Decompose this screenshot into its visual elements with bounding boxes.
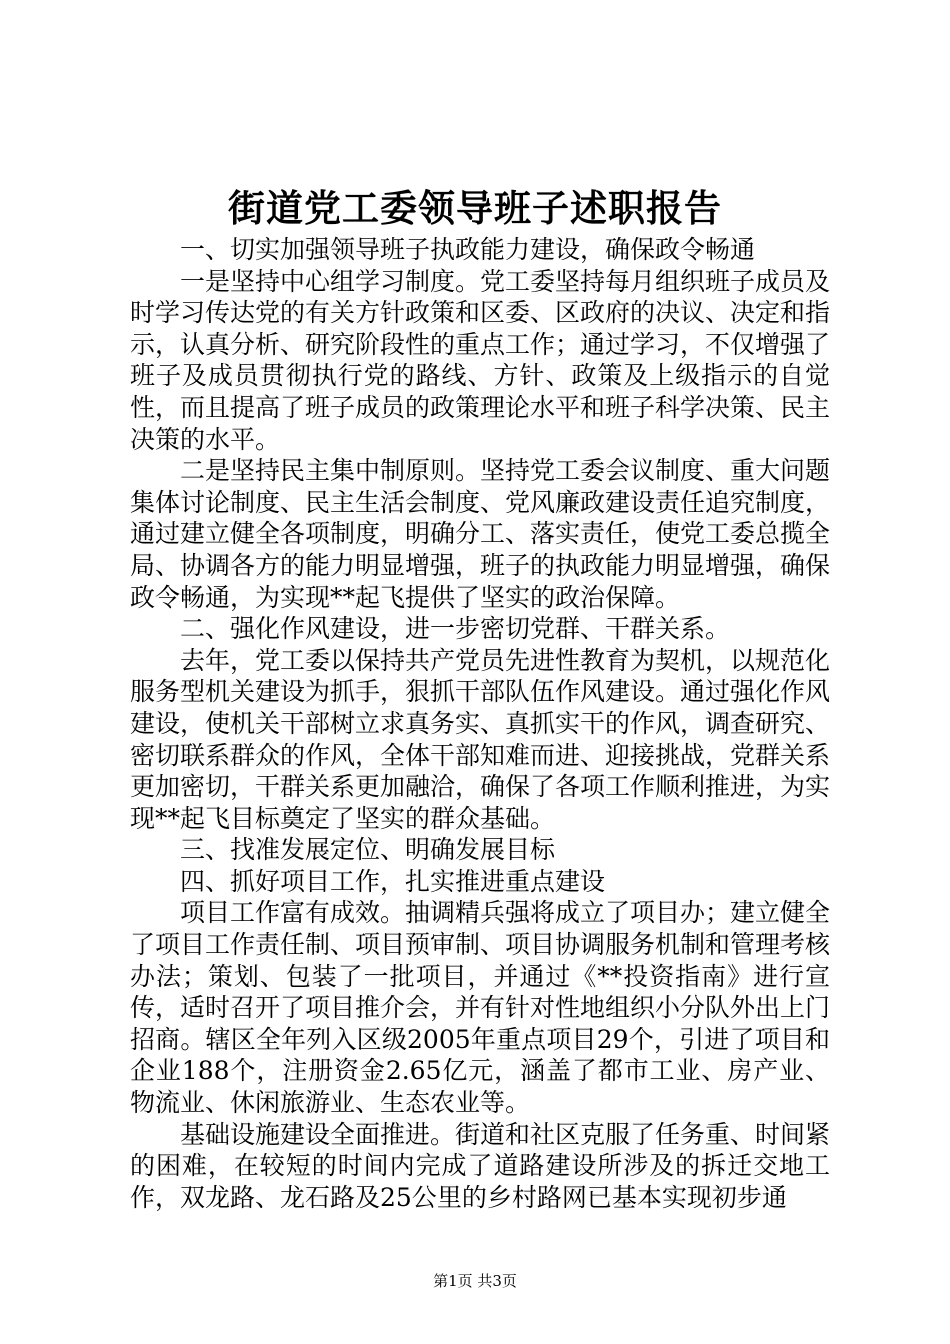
- section-heading-4: 四、抓好项目工作，扎实推进重点建设: [180, 866, 606, 896]
- section-heading-3: 三、找准发展定位、明确发展目标: [180, 835, 556, 865]
- paragraph-infrastructure: 基础设施建设全面推进。街道和社区克服了任务重、时间紧的困难，在较短的时间内完成了道路建设所涉及的拆迁交地工作，双龙路、龙石路及25公里的乡村路网已基本实现初步通: [130, 1119, 831, 1212]
- page-number-footer: 第1页 共3页: [433, 1272, 517, 1290]
- document-title: 街道党工委领导班子述职报告: [228, 186, 722, 230]
- paragraph-project-work: 项目工作富有成效。抽调精兵强将成立了项目办；建立健全了项目工作责任制、项目预审制、项目协调服务机制和管理考核办法；策划、包装了一批项目，并通过《**投资指南》进行宣传，适时召开了项目推介会，并有针对性地组织小分队外出上门招商。辖区全年列入区级2005年重点项目29个，引进了项目和企业188个，注册资金2.65亿元，涵盖了都市工业、房产业、物流业、休闲旅游业、生态农业等。: [130, 898, 831, 1118]
- section-heading-1: 一、切实加强领导班子执政能力建设，确保政令畅通: [180, 235, 756, 264]
- document-body: [130, 234, 830, 1213]
- paragraph-democratic-centralism: 二是坚持民主集中制原则。坚持党工委会议制度、重大问题集体讨论制度、民主生活会制度、党风廉政建设责任追究制度，通过建立健全各项制度，明确分工、落实责任，使党工委总揽全局、协调各方的能力明显增强，班子的执政能力明显增强，确保政令畅通，为实现**起飞提供了坚实的政治保障。: [130, 456, 831, 612]
- paragraph-study-system: 一是坚持中心组学习制度。党工委坚持每月组织班子成员及时学习传达党的有关方针政策和区委、区政府的决议、决定和指示，认真分析、研究阶段性的重点工作；通过学习，不仅增强了班子及成员贯彻执行党的路线、方针、政策及上级指示的自觉性，而且提高了班子成员的政策理论水平和班子科学决策、民主决策的水平。: [130, 266, 831, 454]
- section-heading-2: 二、强化作风建设，进一步密切党群、干群关系。: [180, 614, 731, 644]
- paragraph-work-style: 去年，党工委以保持共产党员先进性教育为契机，以规范化服务型机关建设为抓手，狠抓干部队伍作风建设。通过强化作风建设，使机关干部树立求真务实、真抓实干的作风，调查研究、密切联系群众的作风，全体干部知难而进、迎接挑战，党群关系更加密切，干群关系更加融洽，确保了各项工作顺利推进，为实现**起飞目标奠定了坚实的群众基础。: [130, 645, 831, 833]
